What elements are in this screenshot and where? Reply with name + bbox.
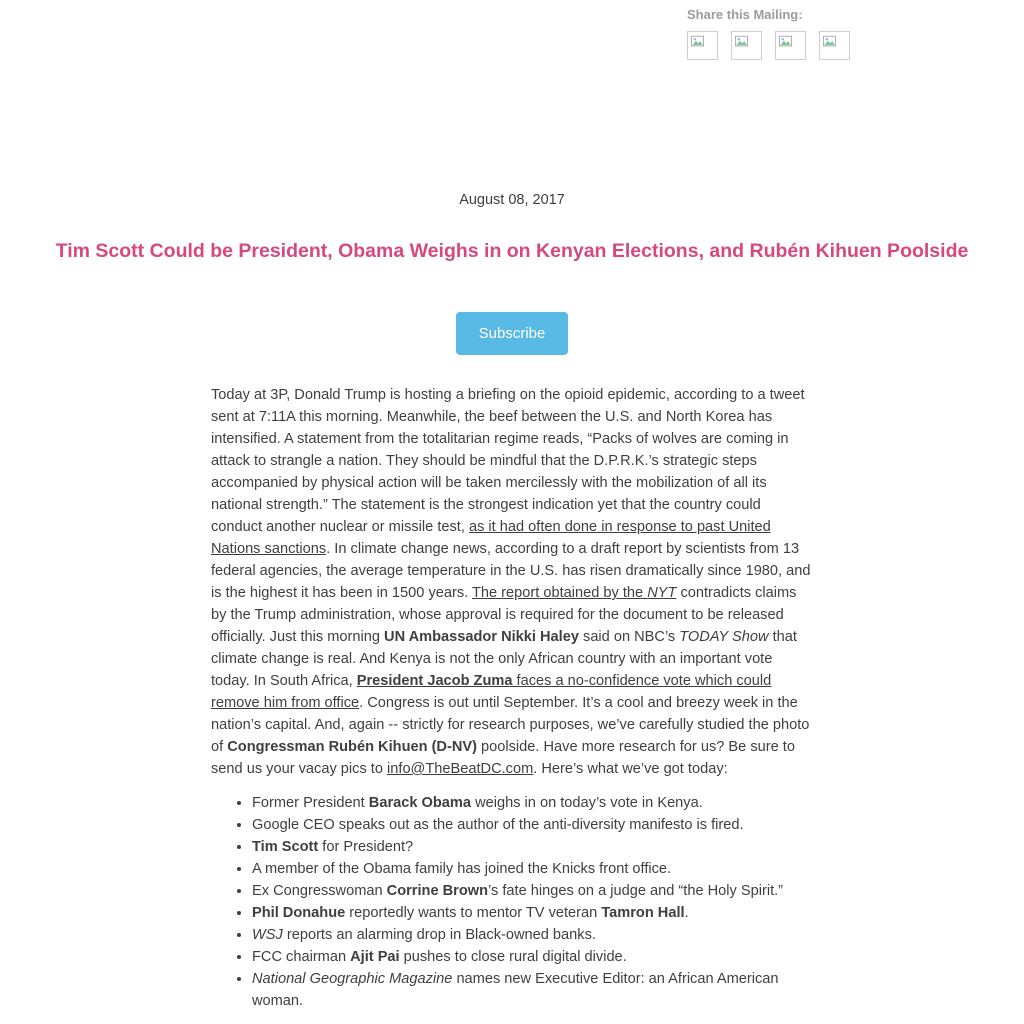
text-run: reportedly wants to mentor TV veteran xyxy=(345,905,602,921)
text-run: contradicts claims by the Trump administration, whose approval is required for the document to be released officially. Just this morning xyxy=(211,585,797,645)
text-run: National Geographic Magazine xyxy=(252,971,453,987)
text-run: reports an alarming drop in Black-owned banks. xyxy=(282,927,596,943)
inline-link[interactable]: as it had often done in response to past United Nations sanctions xyxy=(211,519,771,557)
text-run: Barack Obama xyxy=(368,795,472,811)
inline-link[interactable]: NYT xyxy=(647,585,677,601)
text-run: . Here’s what we’ve got today: xyxy=(533,761,728,777)
text-run: Congressman Rubén Kihuen (D-NV) xyxy=(227,739,477,755)
text-run: TODAY Show xyxy=(679,629,769,645)
list-item xyxy=(252,836,811,858)
text-run: Today at 3P, Donald Trump is hosting a briefing on the opioid epidemic, according to a tweet sent at 7:11A this morning. Meanwhile, the beef between the U.S. and North Korea has intensified. A statement from the totalitarian regime reads, “Packs of wolves are coming in attack to strangle a nation. They should be mindful that the D.P.R.K.’s strategic steps accompanied by physical action will be taken mercilessly with the mobilization of all its national strength.” The statement is the strongest indication yet that the country could conduct another nuclear or missile test, xyxy=(211,387,805,535)
share-icon-3[interactable] xyxy=(775,31,806,60)
share-icons-row xyxy=(687,31,850,60)
list-item xyxy=(252,968,811,1012)
headline: Tim Scott Could be President, Obama Weighs in on Kenyan Elections, and Rubén Kihuen Poolside xyxy=(55,240,969,262)
inline-link[interactable]: President Jacob Zuma xyxy=(356,673,513,689)
text-run: FCC chairman xyxy=(252,949,351,965)
text-run: Phil Donahue xyxy=(252,905,346,921)
text-run: pushes to close rural digital divide. xyxy=(399,949,627,965)
text-run: Tamron Hall xyxy=(601,905,685,921)
text-run: Google CEO speaks out as the author of the anti-diversity manifesto is fired. xyxy=(252,817,744,833)
text-run: weighs in on today’s vote in Kenya. xyxy=(471,795,703,811)
broken-image-icon xyxy=(691,35,704,48)
text-run: . xyxy=(684,905,689,921)
bullet-list xyxy=(211,792,811,1012)
share-section xyxy=(687,7,850,60)
list-item xyxy=(252,902,811,924)
list-item xyxy=(252,946,811,968)
inline-link[interactable]: faces a no-confidence vote which could remove him from office xyxy=(211,673,772,711)
broken-image-icon xyxy=(823,35,836,48)
list-item xyxy=(252,924,811,946)
list-item xyxy=(252,880,811,902)
text-run: . Congress is out until September. It’s a cool and breezy week in the nation’s capital. And, again -- strictly for research purposes, we’ve carefully studied the photo of xyxy=(211,695,810,755)
subscribe-section xyxy=(0,312,1024,355)
inline-link[interactable]: info@TheBeatDC.com xyxy=(387,761,534,777)
issue-date: August 08, 2017 xyxy=(459,192,565,208)
text-run: Ajit Pai xyxy=(350,949,400,965)
text-run: ’s fate hinges on a judge and “the Holy Spirit.” xyxy=(488,883,784,899)
list-item xyxy=(252,792,811,814)
text-run: for President? xyxy=(318,839,414,855)
text-run: Tim Scott xyxy=(252,839,319,855)
body-column xyxy=(211,384,811,1012)
text-run: Corrine Brown xyxy=(386,883,489,899)
text-run: UN Ambassador Nikki Haley xyxy=(384,629,579,645)
lede-paragraph xyxy=(211,384,811,780)
broken-image-icon xyxy=(735,35,748,48)
text-run: . In climate change news, according to a draft report by scientists from 13 federal agencies, the average temperature in the U.S. has risen dramatically since 1980, and is the highest it has been in 1500 years. xyxy=(211,541,811,601)
text-run: WSJ xyxy=(252,927,283,943)
list-item xyxy=(252,814,811,836)
text-run: poolside. Have more research for us? Be sure to send us your vacay pics to xyxy=(211,739,795,777)
text-run: A member of the Obama family has joined the Knicks front office. xyxy=(252,861,672,877)
subscribe-button[interactable]: Subscribe xyxy=(456,312,568,355)
text-run: names new Executive Editor: an African American woman. xyxy=(252,971,779,1009)
share-icon-4[interactable] xyxy=(819,31,850,60)
list-item xyxy=(252,858,811,880)
broken-image-icon xyxy=(779,35,792,48)
share-icon-1[interactable] xyxy=(687,31,718,60)
text-run: Ex Congresswoman xyxy=(252,883,387,899)
inline-link[interactable]: The report obtained by the xyxy=(471,585,648,601)
text-run: that climate change is real. And Kenya is not the only African country with an important vote today. In South Africa, xyxy=(211,629,797,689)
text-run: said on NBC’s xyxy=(578,629,680,645)
share-icon-2[interactable] xyxy=(731,31,762,60)
text-run: Former President xyxy=(252,795,369,811)
share-label: Share this Mailing: xyxy=(687,7,803,22)
